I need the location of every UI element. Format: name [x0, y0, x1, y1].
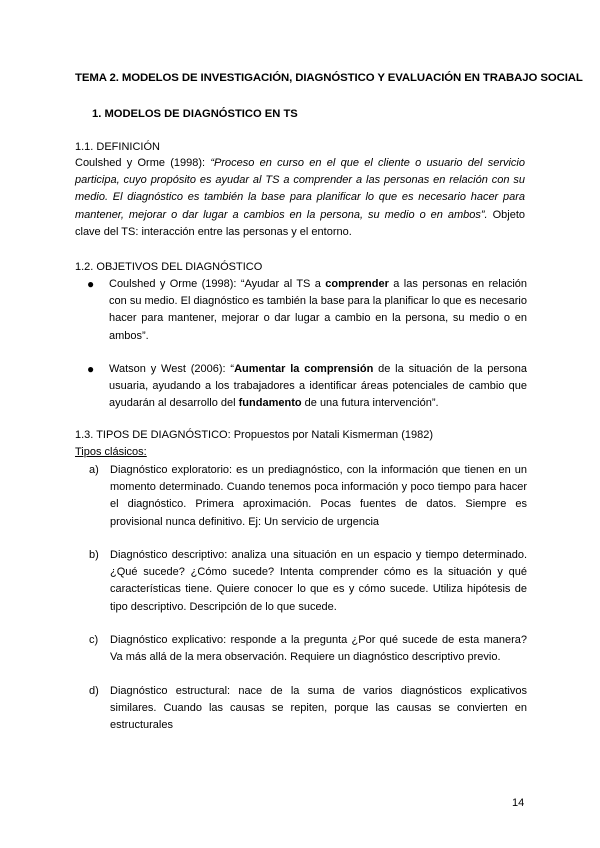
- objective-text-part: Coulshed y Orme (1998): “Ayudar al TS a: [109, 278, 326, 290]
- objectives-heading: 1.2. OBJETIVOS DEL DIAGNÓSTICO: [75, 261, 263, 273]
- objective-text-part: de la situación de la persona usuaria, ayudando a los trabajadores a identificar áreas potenciales de cambio que ayudarán al desarrollo del: [109, 363, 527, 410]
- bullet-icon: ●: [87, 362, 95, 376]
- list-text: Diagnóstico exploratorio: es un prediagnóstico, con la información que tienen en un momento determinado. Cuando tenemos poca información y poco tiempo para hacer el diagnóstico. Primera aproximación. Pocas fuentes de datos. Siempre es provisional nunca definitivo. Ej: Un servicio de urgencia: [110, 464, 527, 528]
- objective-text-part: a las personas en relación con su medio. El diagnóstico es también la base para la planificar lo que es necesario hacer para mantener, mejorar o dar lugar a cambio en la persona, su medio o en ambos”.: [109, 278, 528, 342]
- definition-author: Coulshed y Orme (1998):: [75, 157, 211, 169]
- objective-item: [87, 276, 527, 345]
- list-letter: d): [89, 685, 99, 697]
- objective-text: [109, 361, 527, 413]
- definition-tail: Objeto clave del TS: interacción entre las personas y el entorno.: [75, 208, 525, 238]
- list-letter: a): [89, 464, 99, 476]
- objective-text-bold: fundamento: [238, 397, 302, 410]
- definition-paragraph: [75, 155, 525, 241]
- objective-text-part: de una futura intervención”.: [301, 397, 439, 410]
- definition-quote: “Proceso en curso en el que el cliente o usuario del servicio participa, cuyo propósito es ayudar al TS a comprender a las personas en relación con su medio. El diagnóstico es también la base para planificar lo que es necesario hacer para mantener, mejorar o dar lugar a cambios en la persona, su medio o en ambos”.: [75, 157, 525, 221]
- bullet-icon: ●: [87, 277, 95, 291]
- objective-text-bold: comprender: [325, 278, 389, 290]
- list-text: Diagnóstico descriptivo: analiza una situación en un espacio y tiempo determinado. ¿Qué sucede? ¿Cómo sucede? Intenta comprender cómo es la situación y qué características tiene. Quiere conocer lo que es y cómo sucede. Utiliza hipótesis de tipo descriptivo. Descripción de lo que sucede.: [110, 549, 527, 613]
- objective-text: [109, 276, 527, 345]
- list-item: [89, 683, 527, 735]
- list-item: [89, 632, 527, 666]
- page-number: 14: [512, 797, 525, 809]
- list-text: Diagnóstico estructural: nace de la suma de varios diagnósticos explicativos similares. Cuando las causas se repiten, porque las causas se convierten en estructurales: [110, 685, 527, 732]
- definition-heading: 1.1. DEFINICIÓN: [75, 141, 160, 153]
- types-heading: 1.3. TIPOS DE DIAGNÓSTICO: Propuestos por Natali Kismerman (1982): [75, 429, 434, 441]
- types-subheading: Tipos clásicos:: [75, 446, 147, 458]
- list-letter: c): [89, 634, 99, 646]
- document-title: TEMA 2. MODELOS DE INVESTIGACIÓN, DIAGNÓSTICO Y EVALUACIÓN EN TRABAJO SOCIAL: [75, 72, 583, 84]
- list-text: Diagnóstico explicativo: responde a la pregunta ¿Por qué sucede de esta manera? Va más allá de la mera observación. Requiere un diagnóstico descriptivo previo.: [110, 634, 527, 664]
- objective-text-bold: Aumentar la comprensión: [234, 363, 374, 375]
- list-item: [89, 547, 527, 616]
- section-title: 1. MODELOS DE DIAGNÓSTICO EN TS: [92, 108, 298, 120]
- list-item: [89, 462, 527, 531]
- list-letter: b): [89, 549, 99, 561]
- objective-item: [87, 361, 527, 413]
- objective-text-part: Watson y West (2006): “: [109, 363, 235, 375]
